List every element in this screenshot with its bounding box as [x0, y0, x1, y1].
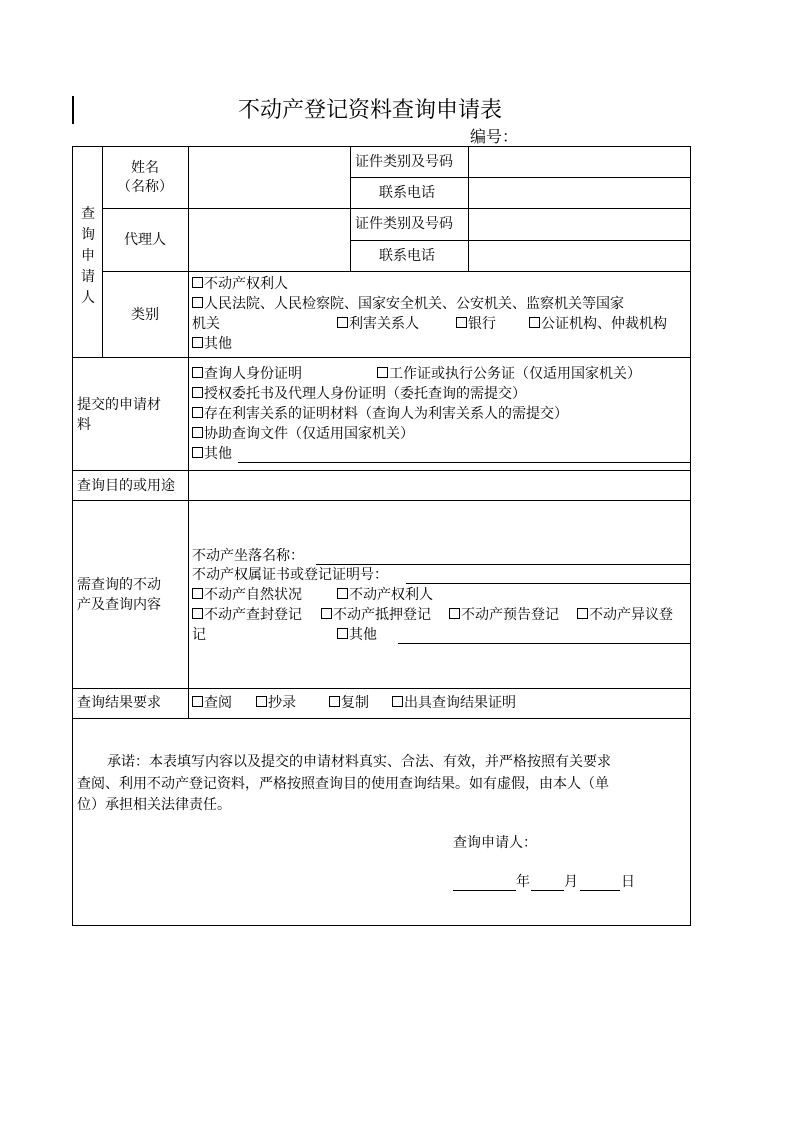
- option-label: 查阅: [204, 695, 232, 711]
- category-label: 类别: [131, 307, 159, 323]
- checkbox-icon[interactable]: [377, 367, 388, 378]
- year-input-line[interactable]: [453, 890, 516, 891]
- checkbox-icon[interactable]: [329, 696, 340, 707]
- category-option-notary[interactable]: [529, 316, 667, 333]
- option-label: 不动产权利人: [204, 276, 288, 292]
- option-label: 银行: [468, 316, 496, 332]
- material-applicant-id[interactable]: [192, 366, 302, 383]
- grid-line: [350, 240, 690, 241]
- checkbox-icon[interactable]: [192, 277, 203, 288]
- form-number-label: 编号：: [470, 127, 519, 146]
- option-other[interactable]: [337, 627, 377, 644]
- checkbox-icon[interactable]: [529, 317, 540, 328]
- material-other-input-line[interactable]: [238, 462, 690, 463]
- applicant-char-1: 查: [81, 206, 95, 222]
- option-label: 不动产权利人: [349, 587, 433, 603]
- option-label: 其他: [204, 446, 232, 462]
- grid-line: [72, 470, 690, 471]
- checkbox-icon[interactable]: [192, 367, 203, 378]
- property-location-label: 不动产坐落名称：: [192, 548, 304, 564]
- property-location-input-line[interactable]: [316, 564, 690, 565]
- option-right-holder[interactable]: [337, 587, 433, 604]
- result-option-copy[interactable]: [329, 695, 369, 712]
- material-interest-proof[interactable]: [192, 406, 568, 423]
- material-other[interactable]: [192, 446, 232, 463]
- property-cert-label: 不动产权属证书或登记证明号：: [192, 567, 388, 583]
- category-option-state-organs-cont: 机关: [192, 316, 220, 332]
- grid-line: [72, 718, 690, 719]
- result-option-view[interactable]: [192, 695, 232, 712]
- table-border-left: [72, 146, 73, 925]
- table-border-right: [690, 146, 691, 925]
- form-title: 不动产登记资料查询申请表: [238, 98, 503, 123]
- phone-label-2: 联系电话: [379, 248, 435, 264]
- checkbox-icon[interactable]: [192, 447, 203, 458]
- checkbox-icon[interactable]: [456, 317, 467, 328]
- option-label: 协助查询文件（仅适用国家机关）: [204, 426, 414, 442]
- option-label: 不动产查封登记: [204, 607, 302, 623]
- option-label: 复制: [341, 695, 369, 711]
- table-border-bottom: [72, 925, 691, 926]
- materials-label: [77, 397, 161, 434]
- category-option-other[interactable]: [192, 336, 232, 353]
- material-assist-docs[interactable]: [192, 426, 414, 443]
- materials-label-line1: 提交的申请材: [77, 397, 161, 413]
- category-option-bank[interactable]: [456, 316, 496, 333]
- grid-line: [468, 146, 469, 271]
- applicant-char-2: 询: [81, 227, 95, 243]
- checkbox-icon[interactable]: [337, 588, 348, 599]
- pledge-line-1: 承诺：本表填写内容以及提交的申请材料真实、合法、有效，并严格按照有关要求: [107, 754, 611, 770]
- grid-line: [72, 357, 690, 358]
- grid-line: [102, 208, 690, 209]
- option-label: 工作证或执行公务证（仅适用国家机关）: [389, 366, 641, 382]
- result-option-transcribe[interactable]: [256, 695, 296, 712]
- option-label: 不动产自然状况: [204, 587, 302, 603]
- category-option-state-organs[interactable]: [192, 296, 624, 313]
- checkbox-icon[interactable]: [192, 608, 203, 619]
- option-label: 其他: [349, 627, 377, 643]
- day-label: 日: [621, 874, 635, 890]
- option-label: 利害关系人: [349, 316, 419, 332]
- option-label: 存在利害关系的证明材料（查询人为利害关系人的需提交）: [204, 406, 568, 422]
- materials-label-line2: 料: [77, 416, 91, 433]
- applicant-char-5: 人: [81, 290, 95, 306]
- checkbox-icon[interactable]: [577, 608, 588, 619]
- grid-line: [188, 146, 189, 718]
- option-label: 公证机构、仲裁机构: [541, 316, 667, 332]
- category-option-right-holder[interactable]: [192, 276, 288, 293]
- property-label: [77, 577, 161, 614]
- day-input-line[interactable]: [580, 890, 620, 891]
- option-label: 其他: [204, 336, 232, 352]
- option-label: 授权委托书及代理人身份证明（委托查询的需提交）: [204, 386, 526, 402]
- applicant-section-label: [78, 204, 98, 309]
- month-label: 月: [564, 874, 578, 890]
- applicant-char-4: 请: [81, 269, 95, 285]
- option-label: 出具查询结果证明: [404, 695, 516, 711]
- id-type-label-2: 证件类别及号码: [355, 216, 453, 232]
- option-mortgage[interactable]: [321, 607, 431, 624]
- name-label: [102, 160, 188, 196]
- checkbox-icon[interactable]: [192, 696, 203, 707]
- name-label-line2: （名称）: [117, 178, 173, 195]
- id-type-label-1: 证件类别及号码: [355, 154, 453, 170]
- property-cert-input-line[interactable]: [406, 583, 690, 584]
- checkbox-icon[interactable]: [392, 696, 403, 707]
- option-label: 不动产异议登: [589, 607, 673, 623]
- checkbox-icon[interactable]: [449, 608, 460, 619]
- option-natural-status[interactable]: [192, 587, 302, 604]
- checkbox-icon[interactable]: [256, 696, 267, 707]
- applicant-char-3: 申: [81, 248, 95, 264]
- material-power-of-attorney[interactable]: [192, 386, 526, 403]
- option-label: 不动产预告登记: [461, 607, 559, 623]
- result-option-certificate[interactable]: [392, 695, 516, 712]
- grid-line: [72, 688, 690, 689]
- option-notice[interactable]: [449, 607, 559, 624]
- property-label-line1: 需查询的不动: [77, 577, 161, 593]
- option-label: 人民法院、人民检察院、国家安全机关、公安机关、监察机关等国家: [204, 296, 624, 312]
- month-input-line[interactable]: [531, 890, 564, 891]
- name-label-line1: 姓名: [131, 160, 159, 176]
- table-border-top: [72, 146, 691, 147]
- grid-line: [350, 146, 351, 271]
- checkbox-icon[interactable]: [337, 317, 348, 328]
- agent-label: 代理人: [124, 232, 166, 248]
- pledge-line-2: 查阅、利用不动产登记资料，严格按照查询目的使用查询结果。如有虚假，由本人（单: [77, 776, 609, 792]
- checkbox-icon[interactable]: [321, 608, 332, 619]
- grid-line: [72, 500, 690, 501]
- page-margin-marker: [72, 96, 74, 124]
- checkbox-icon[interactable]: [192, 427, 203, 438]
- checkbox-icon[interactable]: [192, 588, 203, 599]
- checkbox-icon[interactable]: [192, 297, 203, 308]
- option-objection[interactable]: [577, 607, 673, 624]
- property-label-line2: 产及查询内容: [77, 596, 161, 613]
- option-other-input-line[interactable]: [398, 643, 690, 644]
- grid-line: [350, 177, 690, 178]
- checkbox-icon[interactable]: [337, 628, 348, 639]
- result-label: 查询结果要求: [77, 695, 161, 711]
- option-label: 查询人身份证明: [204, 366, 302, 382]
- grid-line: [102, 271, 690, 272]
- checkbox-icon[interactable]: [192, 407, 203, 418]
- checkbox-icon[interactable]: [192, 337, 203, 348]
- pledge-line-3: 位）承担相关法律责任。: [77, 797, 231, 813]
- year-label: 年: [516, 874, 530, 890]
- option-objection-cont: 记: [192, 627, 206, 643]
- purpose-label: 查询目的或用途: [77, 478, 175, 494]
- checkbox-icon[interactable]: [192, 387, 203, 398]
- option-label: 不动产抵押登记: [333, 607, 431, 623]
- signer-label: 查询申请人：: [453, 835, 537, 851]
- material-work-permit[interactable]: [377, 366, 641, 383]
- phone-label-1: 联系电话: [379, 185, 435, 201]
- option-label: 抄录: [268, 695, 296, 711]
- category-option-interested-party[interactable]: [337, 316, 419, 333]
- option-seal[interactable]: [192, 607, 302, 624]
